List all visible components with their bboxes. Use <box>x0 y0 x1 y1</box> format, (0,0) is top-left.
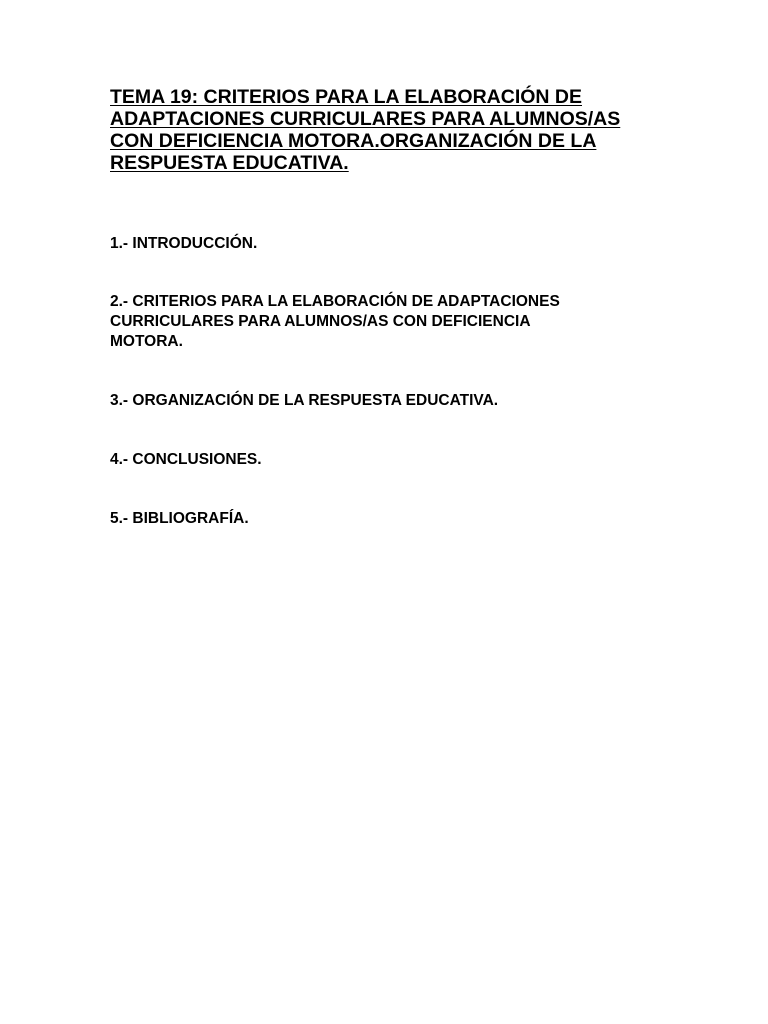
toc-item-organizacion <box>110 391 650 411</box>
toc-item-line: CURRICULARES PARA ALUMNOS/AS CON DEFICIENCIA <box>110 313 531 330</box>
document-title <box>110 86 670 174</box>
title-line: CON DEFICIENCIA MOTORA.ORGANIZACIÓN DE LA <box>110 130 597 152</box>
toc-item-line: 3.- ORGANIZACIÓN DE LA RESPUESTA EDUCATIVA. <box>110 392 499 409</box>
toc-item-line: 5.- BIBLIOGRAFÍA. <box>110 510 249 527</box>
document-page <box>110 86 670 527</box>
title-line: TEMA 19: CRITERIOS PARA LA ELABORACIÓN DE <box>110 86 582 108</box>
toc-item-line: 4.- CONCLUSIONES. <box>110 451 262 468</box>
toc-item-line: 1.- INTRODUCCIÓN. <box>110 235 258 252</box>
toc-item-criterios <box>110 292 650 352</box>
toc-item-bibliografia <box>110 509 650 529</box>
toc-item-line: MOTORA. <box>110 333 183 350</box>
toc-item-line: 2.- CRITERIOS PARA LA ELABORACIÓN DE ADAPTACIONES <box>110 293 560 310</box>
toc-item-introduccion <box>110 234 650 254</box>
title-line: RESPUESTA EDUCATIVA. <box>110 152 349 174</box>
title-line: ADAPTACIONES CURRICULARES PARA ALUMNOS/AS <box>110 108 621 130</box>
toc-item-conclusiones <box>110 450 650 470</box>
